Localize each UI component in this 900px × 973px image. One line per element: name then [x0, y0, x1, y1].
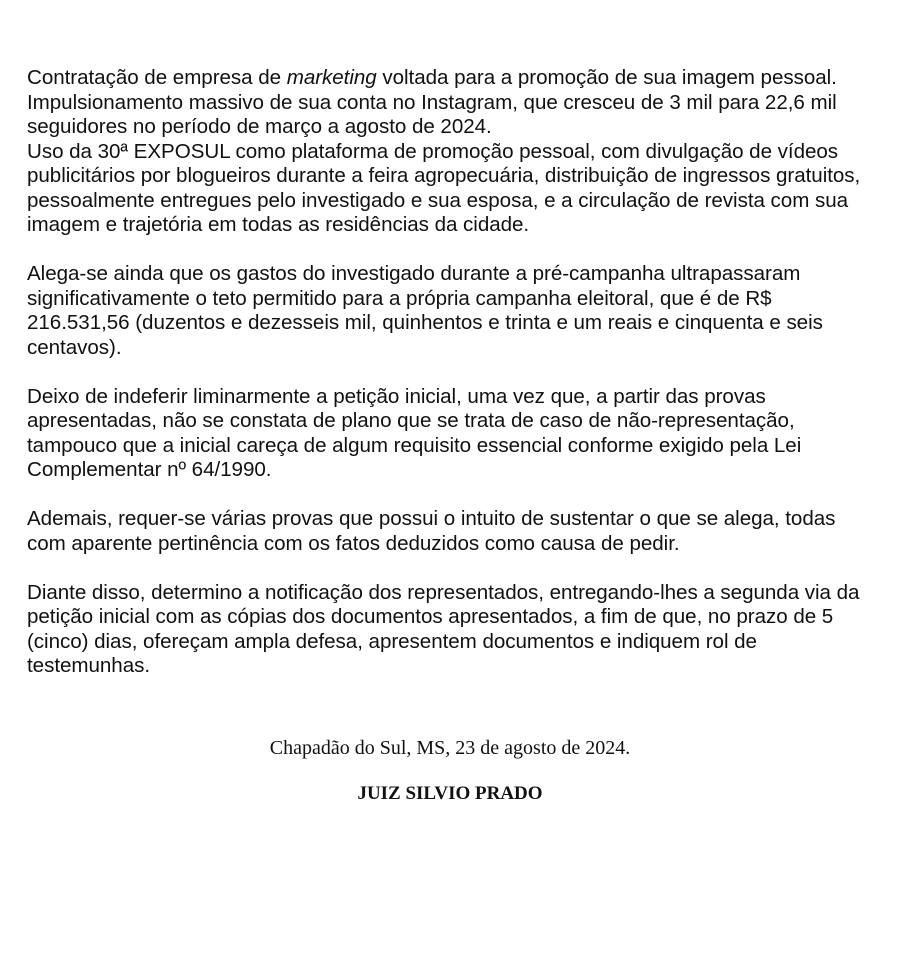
allegation-item-instagram: Impulsionamento massivo de sua conta no Instagram, que cresceu de 3 mil para 22,6 mil seguidores no período de março a agosto de 2024.: [27, 90, 837, 138]
judge-signature: JUIZ SILVIO PRADO: [357, 783, 543, 804]
paragraph-petition: Deixo de indeferir liminarmente a petição inicial, uma vez que, a partir das provas apresentadas, não se constata de plano que se trata de caso de não-representação, tampouco que a inicial careça de algum requisito essencial conforme exigido pela Lei Complementar nº 64/1990.: [27, 384, 802, 481]
item-text: Contratação de empresa de: [27, 66, 287, 89]
paragraph-notification: Diante disso, determino a notificação dos representados, entregando-lhes a segunda via da petição inicial com as cópias dos documentos apresentados, a fim de que, no prazo de 5 (cinco) dias, ofereçam ampla defesa, apresentem documentos e indiquem rol de testemunhas.: [27, 580, 860, 677]
item-text: voltada para a promoção de sua imagem pessoal.: [376, 66, 837, 89]
document-body: [27, 66, 879, 679]
item-italic-term: marketing: [286, 66, 377, 89]
place-date-line: Chapadão do Sul, MS, 23 de agosto de 2024.: [269, 737, 631, 759]
paragraph-evidence: Ademais, requer-se várias provas que possui o intuito de sustentar o que se alega, todas com aparente pertinência com os fatos deduzidos como causa de pedir.: [27, 507, 836, 555]
allegation-item-marketing: [27, 66, 879, 91]
allegation-item-exposul: Uso da 30ª EXPOSUL como plataforma de promoção pessoal, com divulgação de vídeos publicitários por blogueiros durante a feira agropecuária, distribuição de ingressos gratuitos, pessoalmente entregues pelo investigado e sua esposa, e a circulação de revista com sua imagem e trajetória em todas as residências da cidade.: [27, 139, 861, 236]
paragraph-expenses: Alega-se ainda que os gastos do investigado durante a pré-campanha ultrapassaram significativamente o teto permitido para a própria campanha eleitoral, que é de R$ 216.531,56 (duzentos e dezesseis mil, quinhentos e trinta e um reais e cinquenta e seis centavos).: [27, 262, 823, 359]
